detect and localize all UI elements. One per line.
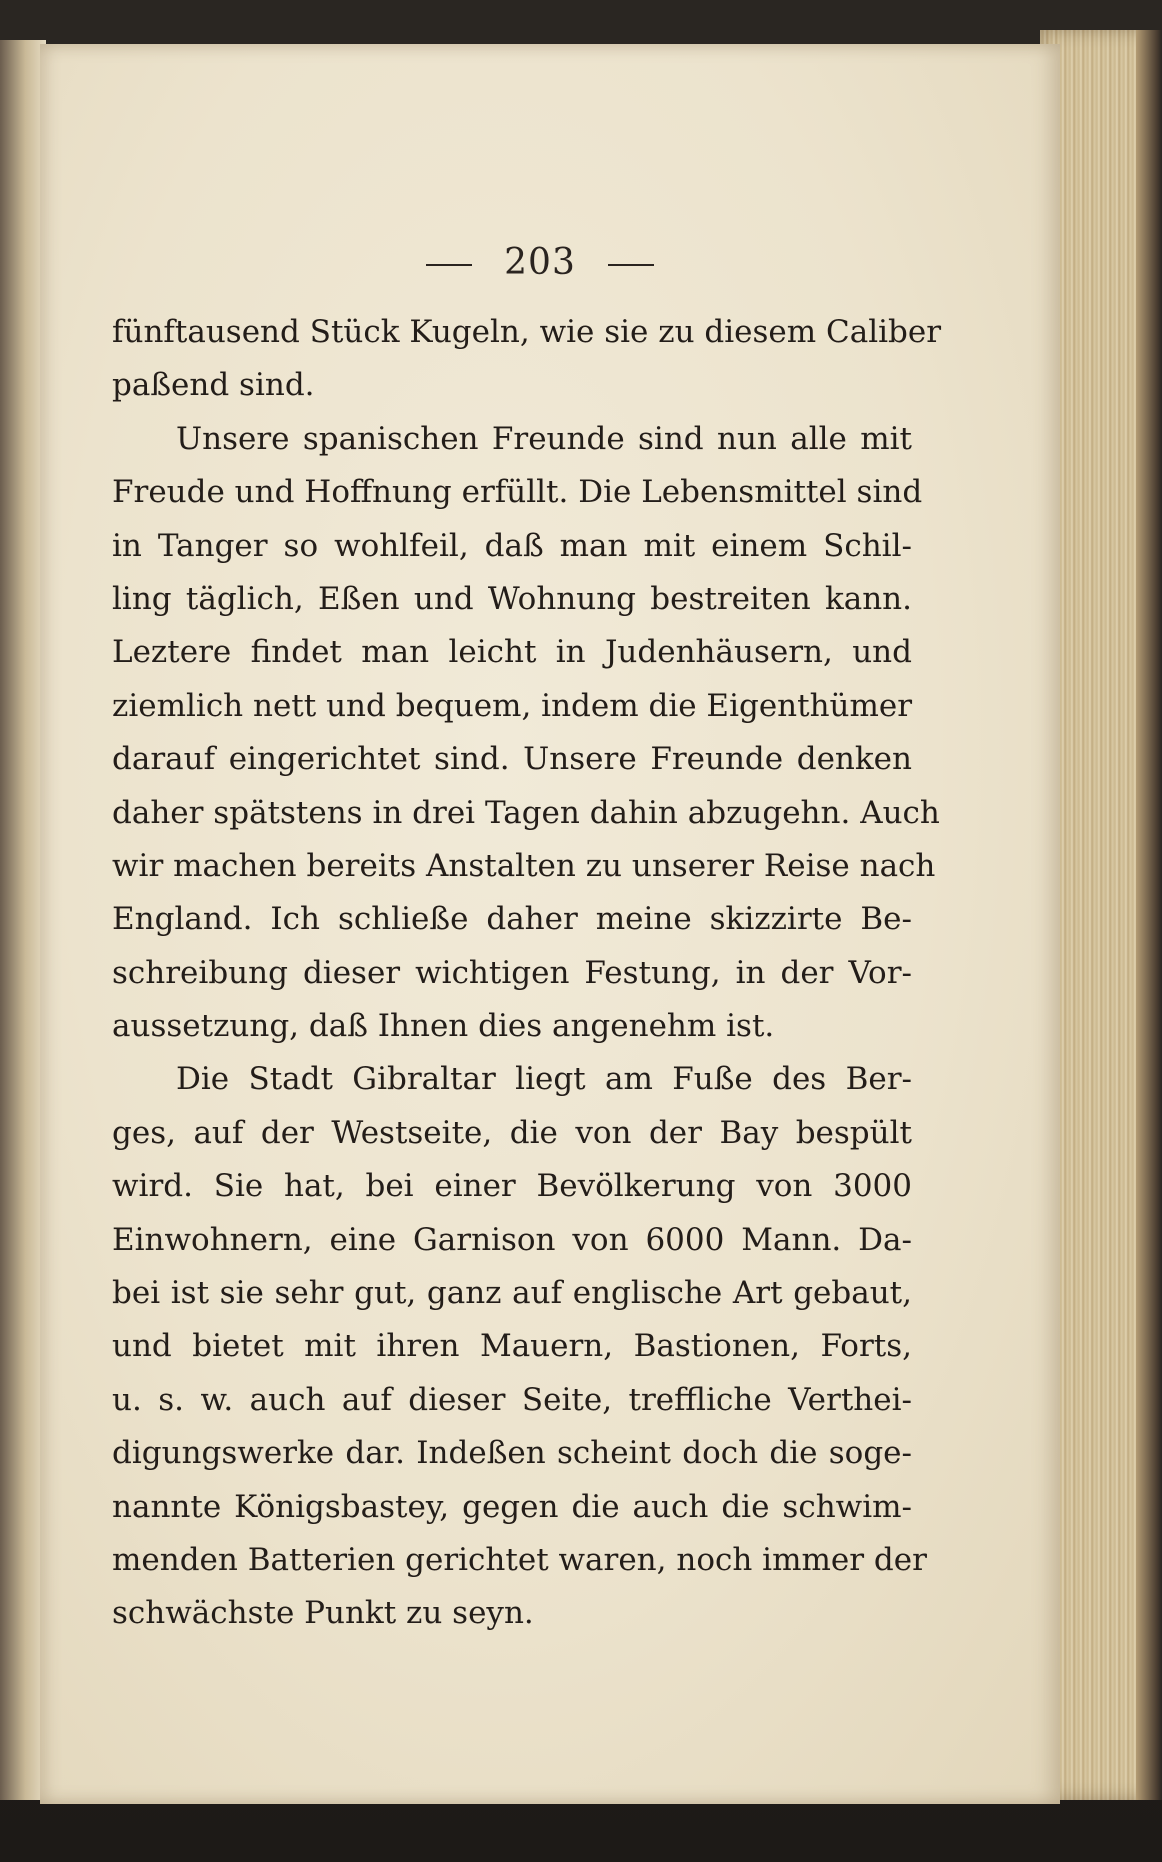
- text-line: bei ist sie sehr gut, ganz auf englische Art gebaut,: [112, 1275, 912, 1312]
- text-line: u. s. w. auch auf dieser Seite, treffliche Verthei-: [112, 1381, 912, 1418]
- text-line: paßend sind.: [112, 367, 315, 404]
- text-line: ling täglich, Eßen und Wohnung bestreiten kann.: [112, 580, 912, 617]
- text-line: wir machen bereits Anstalten zu unserer Reise nach: [112, 847, 936, 884]
- text-line: in Tanger so wohlfeil, daß man mit einem Schil-: [112, 527, 912, 564]
- text-line: England. Ich schließe daher meine skizzirte Be-: [112, 901, 912, 938]
- text-line: menden Batterien gerichtet waren, noch immer der: [112, 1541, 927, 1578]
- body-text: [112, 306, 942, 1641]
- text-line: ges, auf der Westseite, die von der Bay bespült: [112, 1114, 912, 1151]
- page-header: [40, 242, 1040, 283]
- page-number: 203: [504, 242, 576, 283]
- text-line: Die Stadt Gibraltar liegt am Fuße des Ber-: [176, 1061, 912, 1098]
- text-line: Freude und Hoffnung erfüllt. Die Lebensmittel sind: [112, 474, 923, 511]
- text-line: nannte Königsbastey, gegen die auch die schwim-: [112, 1488, 912, 1525]
- text-line: Unsere spanischen Freunde sind nun alle mit: [176, 420, 912, 457]
- text-line: fünftausend Stück Kugeln, wie sie zu diesem Caliber: [112, 314, 942, 350]
- text-line: darauf eingerichtet sind. Unsere Freunde denken: [112, 741, 912, 778]
- header-dash-left: [426, 264, 472, 266]
- text-line: schreibung dieser wichtigen Festung, in der Vor-: [112, 954, 912, 991]
- text-line: Einwohnern, eine Garnison von 6000 Mann. Da-: [112, 1221, 912, 1258]
- text-line: ziemlich nett und bequem, indem die Eigenthümer: [112, 687, 913, 724]
- text-line: Leztere findet man leicht in Judenhäusern, und: [112, 634, 912, 671]
- text-line: schwächste Punkt zu seyn.: [112, 1595, 534, 1632]
- text-line: und bietet mit ihren Mauern, Bastionen, Forts,: [112, 1328, 912, 1365]
- book-page: [40, 44, 1060, 1804]
- text-line: digungswerke dar. Indeßen scheint doch die soge-: [112, 1435, 912, 1472]
- text-line: wird. Sie hat, bei einer Bevölkerung von 3000: [112, 1168, 912, 1205]
- text-line: daher spätstens in drei Tagen dahin abzugehn. Auch: [112, 794, 940, 831]
- header-dash-right: [608, 264, 654, 266]
- text-line: aussetzung, daß Ihnen dies angenehm ist.: [112, 1008, 775, 1045]
